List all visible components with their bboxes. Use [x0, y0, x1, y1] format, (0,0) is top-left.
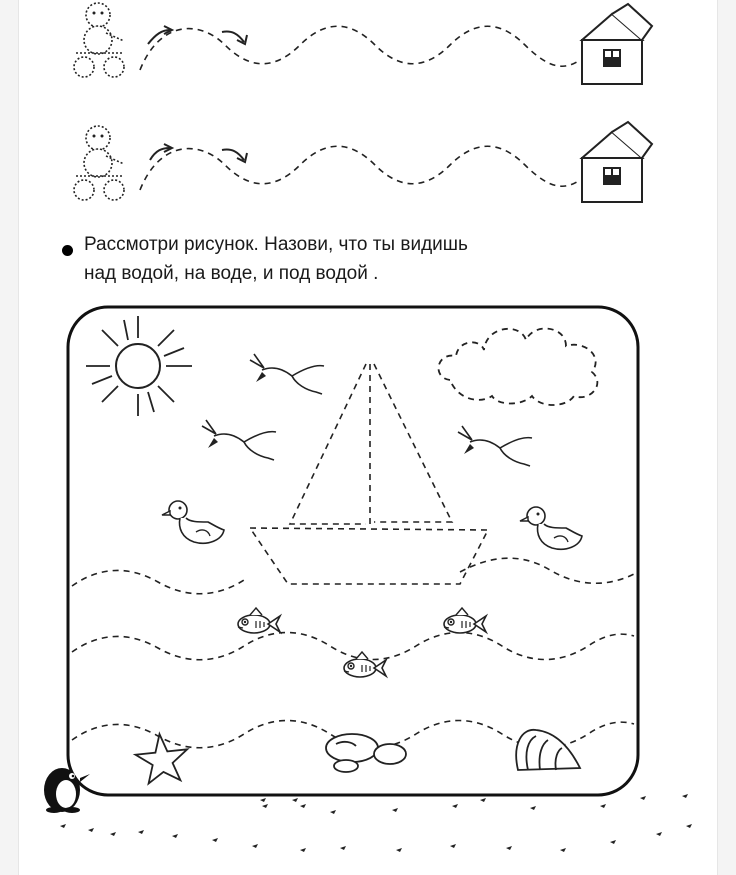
- dashed-tracing-line: [140, 26, 580, 70]
- house-icon: [582, 4, 652, 84]
- duck-icon: [162, 501, 224, 543]
- dashed-waves: [72, 558, 634, 748]
- bear-on-tricycle-icon: [74, 126, 124, 200]
- fish-icon: [238, 608, 280, 633]
- instruction-line-1: Рассмотри рисунок. Назови, что ты видишь: [84, 234, 468, 255]
- duck-icon: [520, 507, 582, 549]
- fish-icon: [444, 608, 486, 633]
- instruction-line-2: над водой, на воде, и под водой .: [84, 263, 379, 284]
- sailboat-icon: [250, 364, 488, 584]
- seagull-icon: [458, 426, 532, 466]
- bear-on-tricycle-icon: [74, 3, 124, 77]
- cloud-icon: [439, 329, 598, 405]
- tracing-row-1: [74, 3, 652, 84]
- seagull-icon: [202, 420, 276, 460]
- seashell-icon: [516, 730, 580, 770]
- footprints-icon: [60, 794, 692, 852]
- bullet-dot: [62, 245, 73, 256]
- dashed-tracing-line: [140, 146, 580, 190]
- house-icon: [582, 122, 652, 202]
- stones-icon: [326, 734, 406, 772]
- starfish-icon: [134, 731, 191, 784]
- sun-icon: [86, 316, 192, 416]
- fish-icon: [344, 652, 386, 677]
- penguin-icon: [44, 768, 90, 813]
- seagull-icon: [250, 354, 324, 394]
- tracing-row-2: [74, 122, 652, 202]
